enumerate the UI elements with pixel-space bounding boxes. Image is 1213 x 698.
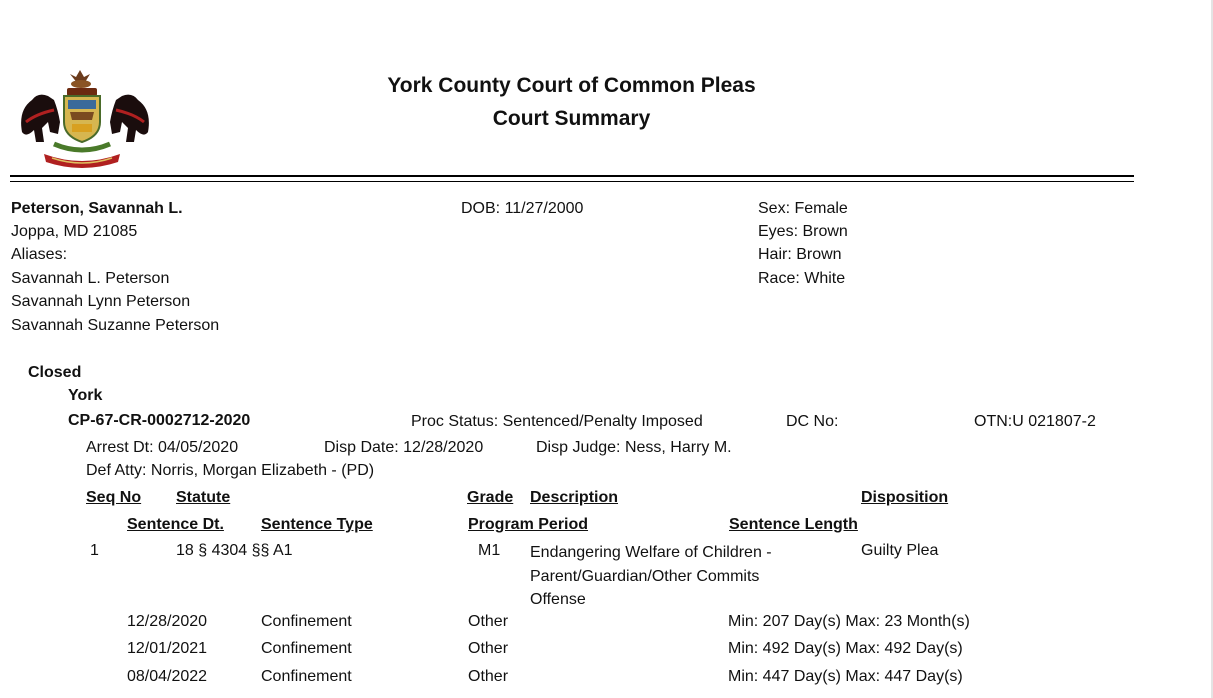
arrest-date: Arrest Dt: 04/05/2020 [86, 439, 239, 456]
otn-number: OTN:U 021807-2 [974, 413, 1096, 430]
header-divider-thick [10, 175, 1134, 177]
charge-description-line: Offense [530, 591, 586, 608]
col-header-statute: Statute [176, 489, 231, 506]
proc-status: Proc Status: Sentenced/Penalty Imposed [411, 413, 703, 430]
sex: Sex: Female [758, 200, 848, 217]
dc-number: DC No: [786, 413, 839, 430]
sentence-type: Confinement [261, 640, 352, 657]
charge-statute: 18 § 4304 §§ A1 [176, 542, 293, 559]
court-name-heading: York County Court of Common Pleas [387, 74, 756, 97]
col-header-grade: Grade [467, 489, 514, 506]
hair: Hair: Brown [758, 246, 842, 263]
disposition-judge: Disp Judge: Ness, Harry M. [536, 439, 732, 456]
sentence-date: 08/04/2022 [127, 668, 208, 685]
header-divider-thin [10, 181, 1134, 182]
col-header-sentence-type: Sentence Type [261, 516, 373, 533]
eyes: Eyes: Brown [758, 223, 848, 240]
col-header-description: Description [530, 489, 619, 506]
dob: DOB: 11/27/2000 [461, 200, 584, 217]
defense-attorney: Def Atty: Norris, Morgan Elizabeth - (PD) [86, 462, 375, 479]
case-status-heading: Closed [28, 364, 82, 381]
alias-item: Savannah Lynn Peterson [11, 293, 191, 310]
defendant-name: Peterson, Savannah L. [11, 200, 183, 217]
sentence-program: Other [468, 613, 509, 630]
charge-description-line: Parent/Guardian/Other Commits [530, 568, 760, 585]
sentence-length: Min: 492 Day(s) Max: 492 Day(s) [728, 640, 963, 657]
charge-disposition: Guilty Plea [861, 542, 939, 559]
report-title-heading: Court Summary [492, 107, 651, 130]
col-header-sentence-date: Sentence Dt. [127, 516, 224, 533]
col-header-seq-no: Seq No [86, 489, 142, 506]
alias-item: Savannah Suzanne Peterson [11, 317, 220, 334]
sentence-date: 12/01/2021 [127, 640, 208, 657]
sentence-program: Other [468, 668, 509, 685]
charge-description-line: Endangering Welfare of Children - [530, 544, 772, 561]
col-header-sentence-length: Sentence Length [729, 516, 858, 533]
defendant-address: Joppa, MD 21085 [11, 223, 138, 240]
aliases-label: Aliases: [11, 246, 68, 263]
sentence-length: Min: 207 Day(s) Max: 23 Month(s) [728, 613, 970, 630]
charge-grade: M1 [478, 542, 501, 559]
docket-number: CP-67-CR-0002712-2020 [68, 412, 251, 429]
disposition-date: Disp Date: 12/28/2020 [324, 439, 484, 456]
race: Race: White [758, 270, 846, 287]
sentence-type: Confinement [261, 613, 352, 630]
alias-item: Savannah L. Peterson [11, 270, 170, 287]
county-heading: York [68, 387, 103, 404]
sentence-date: 12/28/2020 [127, 613, 208, 630]
col-header-program-period: Program Period [468, 516, 589, 533]
sentence-length: Min: 447 Day(s) Max: 447 Day(s) [728, 668, 963, 685]
charge-seq: 1 [90, 542, 99, 559]
sentence-type: Confinement [261, 668, 352, 685]
col-header-disposition: Disposition [861, 489, 949, 506]
sentence-program: Other [468, 640, 509, 657]
